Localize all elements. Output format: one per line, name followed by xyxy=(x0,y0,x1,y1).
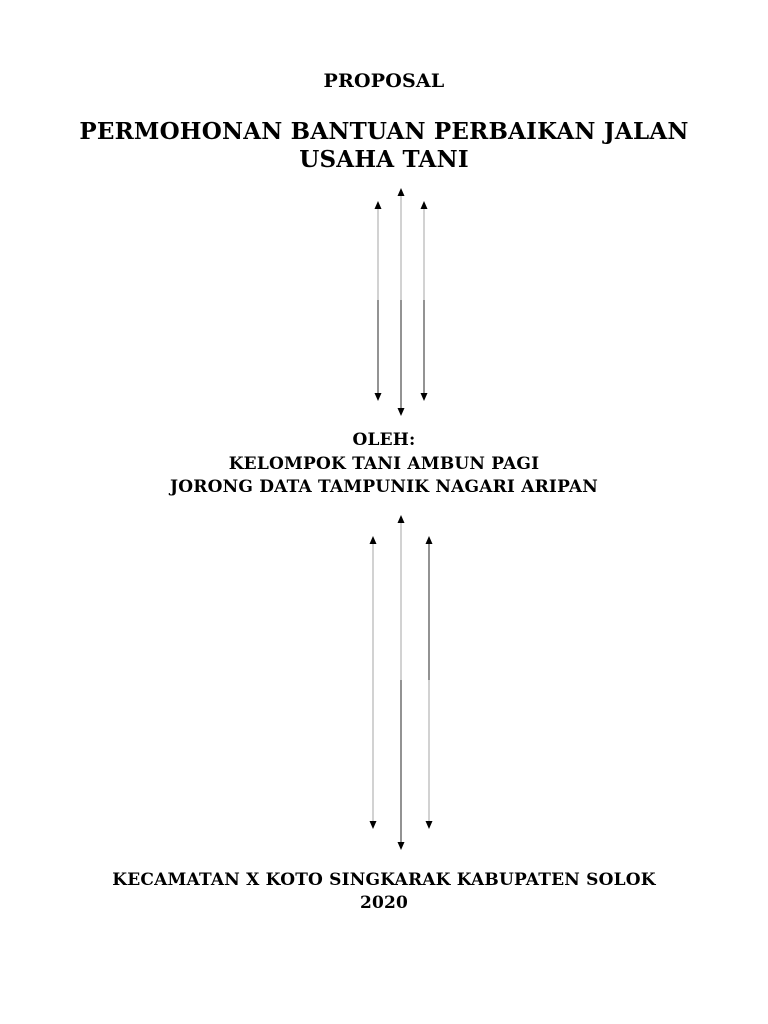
by-label: OLEH: xyxy=(352,430,416,450)
title-line-2: USAHA TANI xyxy=(299,146,469,173)
title-line-1: PERMOHONAN BANTUAN PERBAIKAN JALAN xyxy=(79,118,689,145)
location-line: JORONG DATA TAMPUNIK NAGARI ARIPAN xyxy=(170,477,598,497)
year-line: 2020 xyxy=(359,893,409,913)
arrow-up-icon xyxy=(426,536,433,544)
group-name: KELOMPOK TANI AMBUN PAGI xyxy=(228,454,540,474)
arrow-up-icon xyxy=(370,536,377,544)
arrow-down-icon xyxy=(426,821,433,829)
document-heading: PROPOSAL xyxy=(323,70,445,92)
arrow-down-icon xyxy=(370,821,377,829)
district-line: KECAMATAN X KOTO SINGKARAK KABUPATEN SOLOK xyxy=(112,870,656,890)
arrow-down-icon xyxy=(398,842,405,850)
arrow-up-icon xyxy=(398,515,405,523)
